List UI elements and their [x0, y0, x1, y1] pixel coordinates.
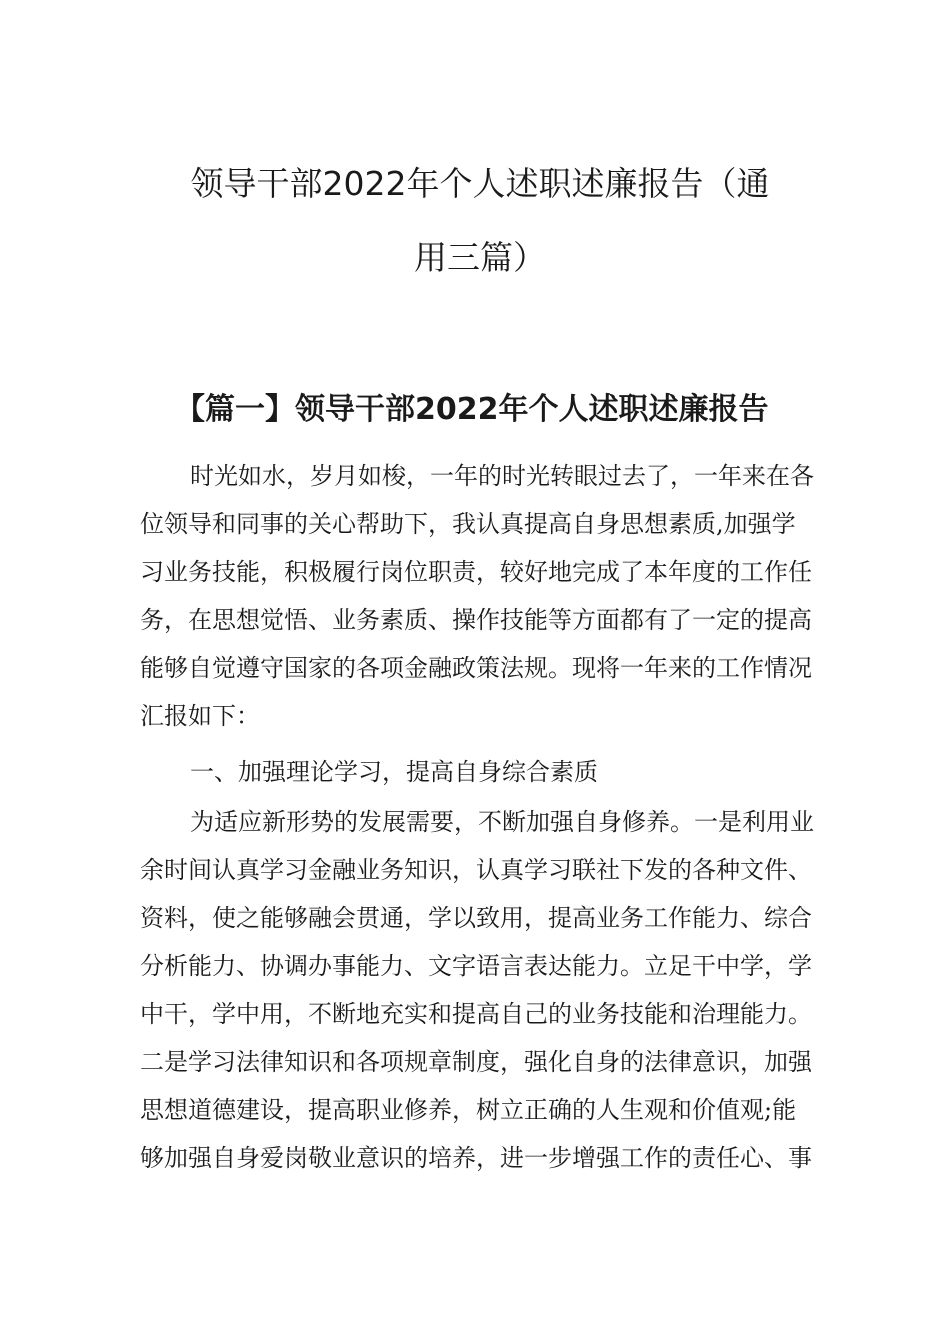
paragraph-line: 资料，使之能够融会贯通，学以致用，提高业务工作能力、综合 [140, 904, 812, 932]
paragraph-line: 时光如水，岁月如梭，一年的时光转眼过去了，一年来在各 [190, 462, 814, 490]
document-title-line-2: 用三篇） [414, 238, 546, 277]
paragraph-line: 汇报如下： [140, 702, 260, 730]
paragraph-line: 为适应新形势的发展需要，不断加强自身修养。一是利用业 [190, 808, 814, 836]
paragraph-line: 二是学习法律知识和各项规章制度，强化自身的法律意识，加强 [140, 1048, 812, 1076]
document-title-line-1: 领导干部2022年个人述职述廉报告（通 [190, 164, 770, 203]
paragraph-intro [140, 452, 830, 742]
subheading-1: 一、加强理论学习，提高自身综合素质 [190, 758, 598, 786]
paragraph-line: 能够自觉遵守国家的各项金融政策法规。现将一年来的工作情况 [140, 654, 812, 682]
paragraph-study [140, 798, 830, 1238]
paragraph-line: 习业务技能，积极履行岗位职责，较好地完成了本年度的工作任 [140, 558, 812, 586]
paragraph-line: 思想道德建设，提高职业修养，树立正确的人生观和价值观;能 [140, 1096, 797, 1124]
paragraph-line: 分析能力、协调办事能力、文字语言表达能力。立足干中学，学 [140, 952, 812, 980]
paragraph-line: 余时间认真学习金融业务知识，认真学习联社下发的各种文件、 [140, 856, 812, 884]
paragraph-line: 中干，学中用，不断地充实和提高自己的业务技能和治理能力。 [140, 1000, 812, 1028]
paragraph-line: 位领导和同事的关心帮助下，我认真提高自身思想素质,加强学 [140, 510, 796, 538]
paragraph-line: 够加强自身爱岗敬业意识的培养，进一步增强工作的责任心、事 [140, 1144, 812, 1172]
paragraph-line: 务，在思想觉悟、业务素质、操作技能等方面都有了一定的提高 [140, 606, 812, 634]
section-heading: 【篇一】领导干部2022年个人述职述廉报告 [175, 392, 769, 427]
